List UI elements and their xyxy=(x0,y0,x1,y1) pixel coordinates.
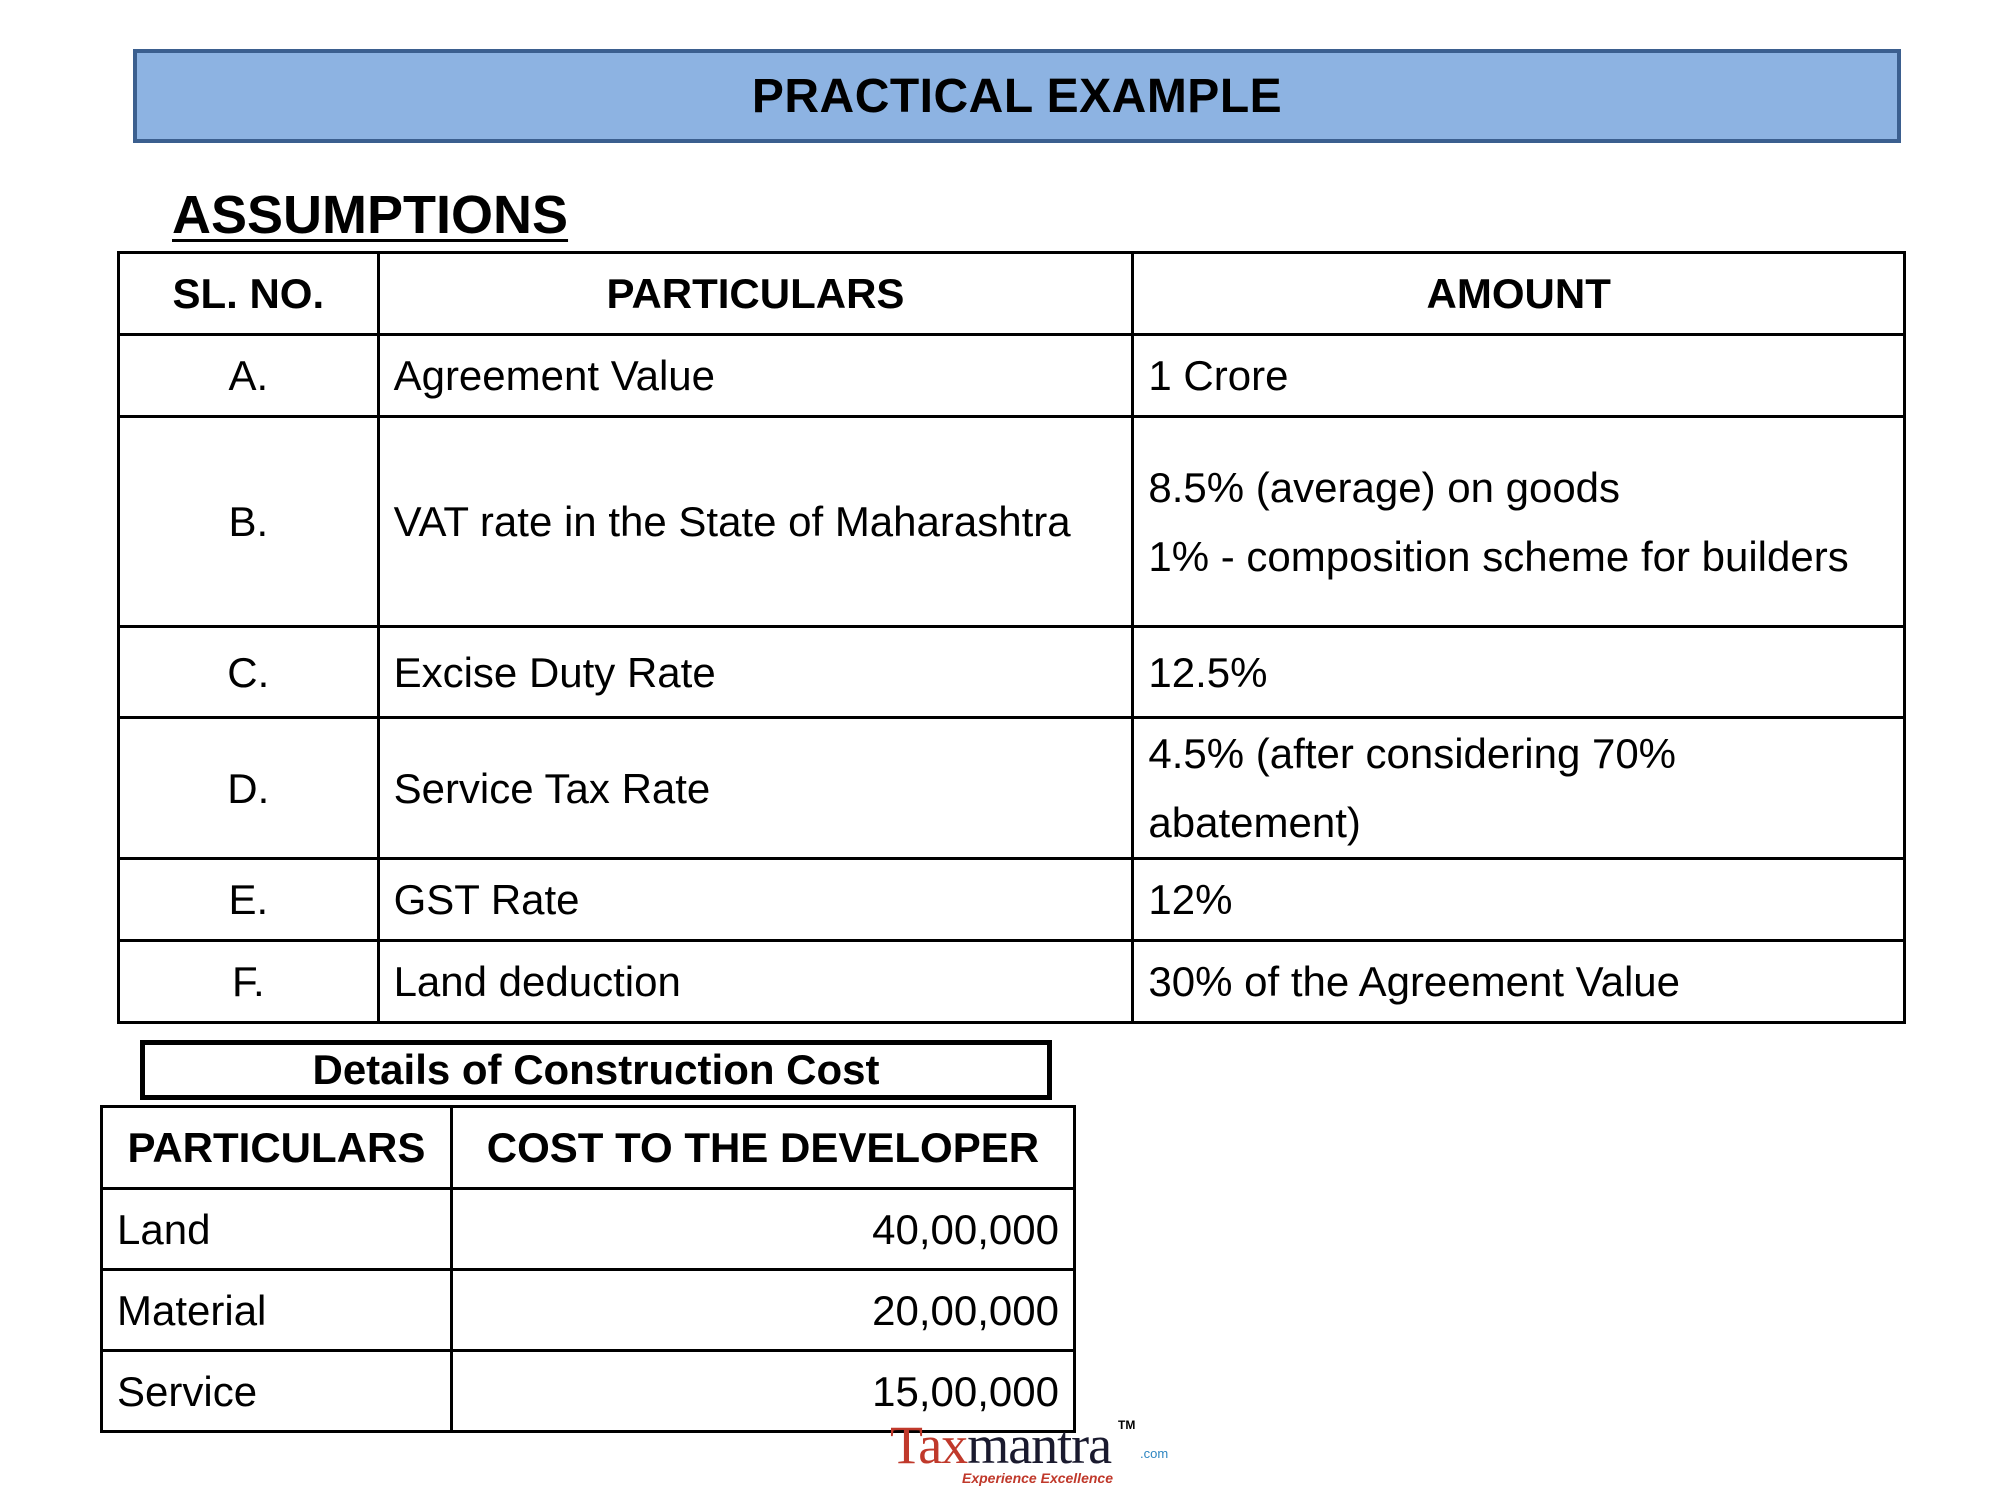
sl-cell: E. xyxy=(119,859,379,941)
particular-cell: Land xyxy=(102,1189,452,1270)
table-row xyxy=(102,1270,1075,1351)
cost-cell: 40,00,000 xyxy=(451,1189,1074,1270)
amount-cell: 4.5% (after considering 70% abatement) xyxy=(1133,718,1905,859)
table-row xyxy=(119,941,1905,1023)
logo-tagline: Experience Excellence xyxy=(962,1470,1113,1486)
logo-wordmark xyxy=(890,1415,1180,1475)
construction-cost-table xyxy=(100,1105,1076,1433)
table-row xyxy=(119,859,1905,941)
sl-cell: D. xyxy=(119,718,379,859)
particular-cell: Service Tax Rate xyxy=(378,718,1133,859)
particular-cell: Land deduction xyxy=(378,941,1133,1023)
particular-cell: Service xyxy=(102,1351,452,1432)
construction-cost-heading: Details of Construction Cost xyxy=(140,1040,1052,1100)
cost-cell: 15,00,000 xyxy=(451,1351,1074,1432)
assumptions-heading: ASSUMPTIONS xyxy=(172,185,569,245)
amount-cell xyxy=(1133,417,1905,627)
logo-com: .com xyxy=(1140,1446,1169,1461)
amount-cell: 12.5% xyxy=(1133,627,1905,718)
particular-cell: GST Rate xyxy=(378,859,1133,941)
table-header-row xyxy=(102,1107,1075,1189)
logo-prefix: Tax xyxy=(890,1415,968,1475)
amount-cell: 12% xyxy=(1133,859,1905,941)
amount-line: 1% - composition scheme for builders xyxy=(1148,532,1849,580)
table-row xyxy=(102,1189,1075,1270)
header-particulars: PARTICULARS xyxy=(378,253,1133,335)
page-title: PRACTICAL EXAMPLE xyxy=(133,49,1901,143)
header-sl-no: SL. NO. xyxy=(119,253,379,335)
particular-cell: Agreement Value xyxy=(378,335,1133,417)
header-amount: AMOUNT xyxy=(1133,253,1905,335)
table-row xyxy=(119,417,1905,627)
logo-tm: TM xyxy=(1118,1418,1136,1432)
particular-cell: Material xyxy=(102,1270,452,1351)
assumptions-table xyxy=(117,251,1906,1024)
table-header-row xyxy=(119,253,1905,335)
amount-cell: 30% of the Agreement Value xyxy=(1133,941,1905,1023)
header-particulars: PARTICULARS xyxy=(102,1107,452,1189)
particular-cell: Excise Duty Rate xyxy=(378,627,1133,718)
amount-cell: 1 Crore xyxy=(1133,335,1905,417)
table-row xyxy=(119,335,1905,417)
sl-cell: C. xyxy=(119,627,379,718)
taxmantra-logo xyxy=(890,1415,1180,1490)
amount-line: 8.5% (average) on goods xyxy=(1148,463,1621,511)
header-cost: COST TO THE DEVELOPER xyxy=(451,1107,1074,1189)
sl-cell: F. xyxy=(119,941,379,1023)
table-row xyxy=(119,718,1905,859)
table-row xyxy=(119,627,1905,718)
cost-cell: 20,00,000 xyxy=(451,1270,1074,1351)
particular-cell: VAT rate in the State of Maharashtra xyxy=(378,417,1133,627)
sl-cell: B. xyxy=(119,417,379,627)
sl-cell: A. xyxy=(119,335,379,417)
logo-suffix: mantra xyxy=(967,1415,1112,1475)
